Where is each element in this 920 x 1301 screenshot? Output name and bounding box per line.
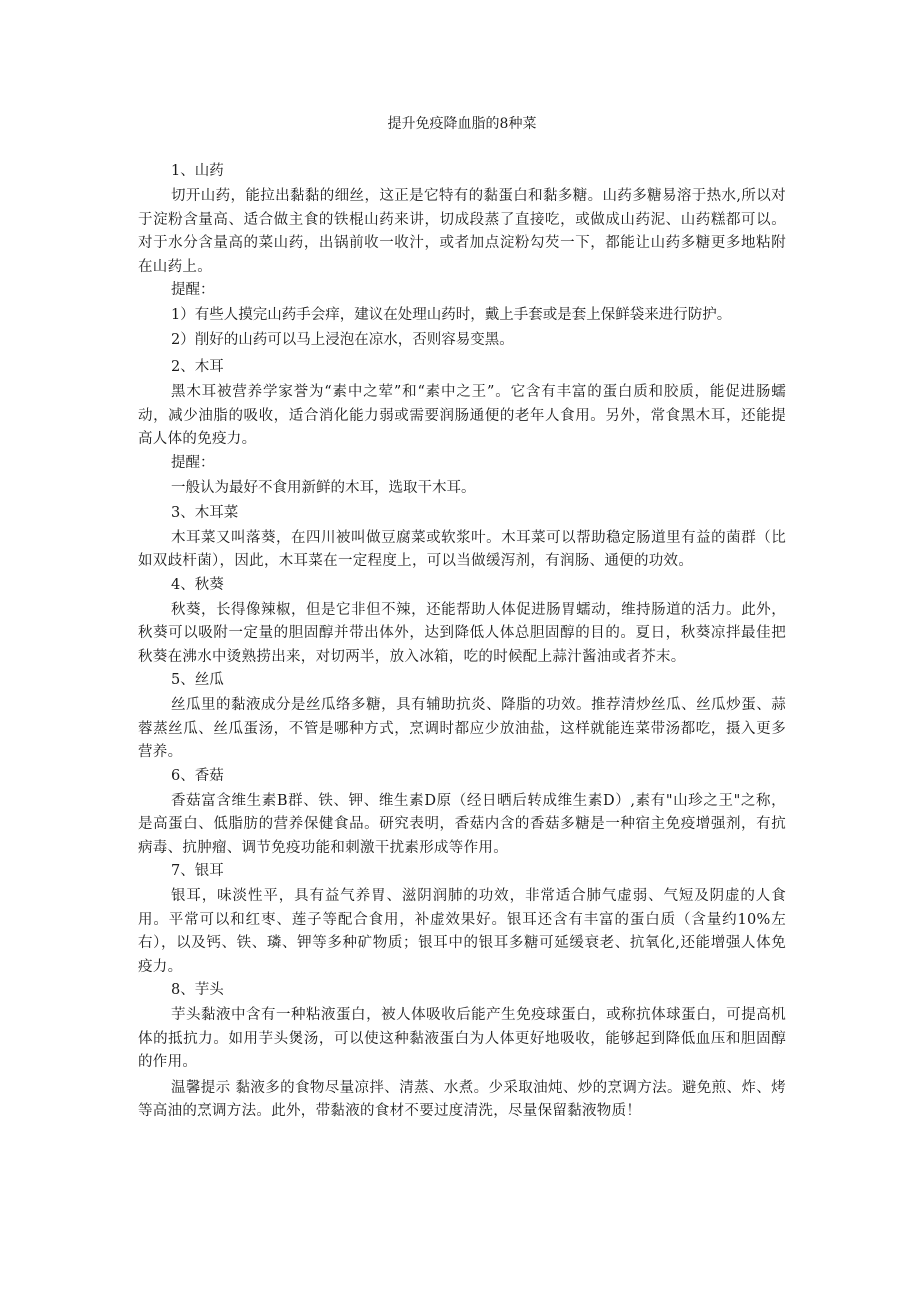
section-paragraph: 芋头黏液中含有一种粘液蛋白，被人体吸收后能产生免疫球蛋白，或称抗体球蛋白，可提高机体的抵抗力。如用芋头煲汤，可以使这种黏液蛋白为人体更好地吸收，能够起到降低血压和胆固醇的作用。 bbox=[138, 1007, 786, 1070]
section-yam bbox=[138, 160, 786, 354]
section-paragraph: 银耳，味淡性平，具有益气养胃、滋阴润肺的功效，非常适合肺气虚弱、气短及阴虚的人食用。平常可以和红枣、莲子等配合食用，补虚效果好。银耳还含有丰富的蛋白质（含量约10%左右），以及钙、铁、璘、钾等多种矿物质；银耳中的银耳多糖可延缓衰老、抗氧化,还能增强人体免疫力。 bbox=[138, 888, 786, 975]
section-okra bbox=[138, 574, 786, 670]
section-heading: 5、丝瓜 bbox=[171, 672, 224, 688]
section-heading: 8、芋头 bbox=[171, 982, 224, 998]
reminder-item: 一般认为最好不食用新鲜的木耳，选取干木耳。 bbox=[171, 479, 476, 496]
document-body bbox=[138, 160, 786, 1124]
section-heading: 6、香菇 bbox=[171, 767, 224, 784]
section-paragraph: 黑木耳被营养学家誉为“素中之荤”和“素中之王”。它含有丰富的蛋白质和胶质，能促进肠蠕动，减少油脂的吸收，适合消化能力弱或需要润肠通便的老年人食用。另外，常食黑木耳，还能提高人体的免疫力。 bbox=[138, 384, 786, 447]
section-paragraph: 丝瓜里的黏液成分是丝瓜络多糖，具有辅助抗炎、降脂的功效。推荐清炒丝瓜、丝瓜炒蛋、蒜蓉蒸丝瓜、丝瓜蛋汤，不管是哪种方式，烹调时都应少放油盐，这样就能连菜带汤都吃，摄入更多营养。 bbox=[138, 697, 786, 760]
section-paragraph: 秋葵，长得像辣椒，但是它非但不辣，还能帮助人体促进肠胃蠕动，维持肠道的活力。此外，秋葵可以吸附一定量的胆固醇并带出体外，达到降低人体总胆固醇的目的。夏日，秋葵凉拌最佳把秋葵在沸水中烫熟捞出来，对切两半，放入冰箱，吃的时候配上蒜汁酱油或者芥末。 bbox=[138, 601, 786, 665]
section-heading: 4、秋葵 bbox=[171, 576, 224, 593]
warm-tip: 温馨提示 黏液多的食物尽量凉拌、清蒸、水煮。少采取油炖、炒的烹调方法。避免煎、炸、烤等高油的烹调方法。此外，带黏液的食材不要过度清洗，尽量保留黏液物质！ bbox=[138, 1079, 786, 1119]
reminder-item: 2）削好的山药可以马上浸泡在凉水，否则容易变黑。 bbox=[171, 332, 514, 348]
reminder-label: 提醒： bbox=[171, 454, 215, 471]
section-taro bbox=[138, 979, 786, 1075]
section-heading: 7、银耳 bbox=[171, 863, 224, 879]
section-malabar-spinach bbox=[138, 502, 786, 574]
section-luffa bbox=[138, 669, 786, 765]
section-heading: 3、木耳菜 bbox=[171, 504, 239, 521]
section-heading: 2、木耳 bbox=[171, 359, 224, 375]
section-shiitake bbox=[138, 765, 786, 861]
section-heading: 1、山药 bbox=[171, 163, 224, 179]
section-paragraph: 切开山药，能拉出黏黏的细丝，这正是它特有的黏蛋白和黏多糖。山药多糖易溶于热水,所以对于淀粉含量高、适合做主食的铁棍山药来讲，切成段蒸了直接吃，或做成山药泥、山药糕都可以。对于水分含量高的菜山药，出锅前收一收汁，或者加点淀粉勾芡一下，都能让山药多糖更多地粘附在山药上。 bbox=[138, 188, 786, 275]
document-title: 提升免疫降血脂的8种菜 bbox=[387, 116, 537, 132]
section-white-fungus bbox=[138, 860, 786, 979]
section-paragraph: 木耳菜又叫落葵，在四川被叫做豆腐菜或软浆叶。木耳菜可以帮助稳定肠道里有益的菌群（比如双歧杆菌），因此，木耳菜在一定程度上，可以当做缓泻剂，有润肠、通便的功效。 bbox=[138, 529, 786, 569]
section-paragraph: 香菇富含维生素B群、铁、钾、维生素D原（经日晒后转成维生素D）,素有"山珍之王"之称，是高蛋白、低脂肪的营养保健食品。研究表明，香菇内含的香菇多糖是一种宿主免疫增强剂，有抗病毒、抗肿瘤、调节免疫功能和刺激干扰素形成等作用。 bbox=[138, 792, 786, 856]
reminder-item: 1）有些人摸完山药手会痒，建议在处理山药时，戴上手套或是套上保鲜袋来进行防护。 bbox=[171, 307, 732, 323]
reminder-label: 提醒： bbox=[171, 282, 215, 298]
section-wood-ear bbox=[138, 356, 786, 502]
